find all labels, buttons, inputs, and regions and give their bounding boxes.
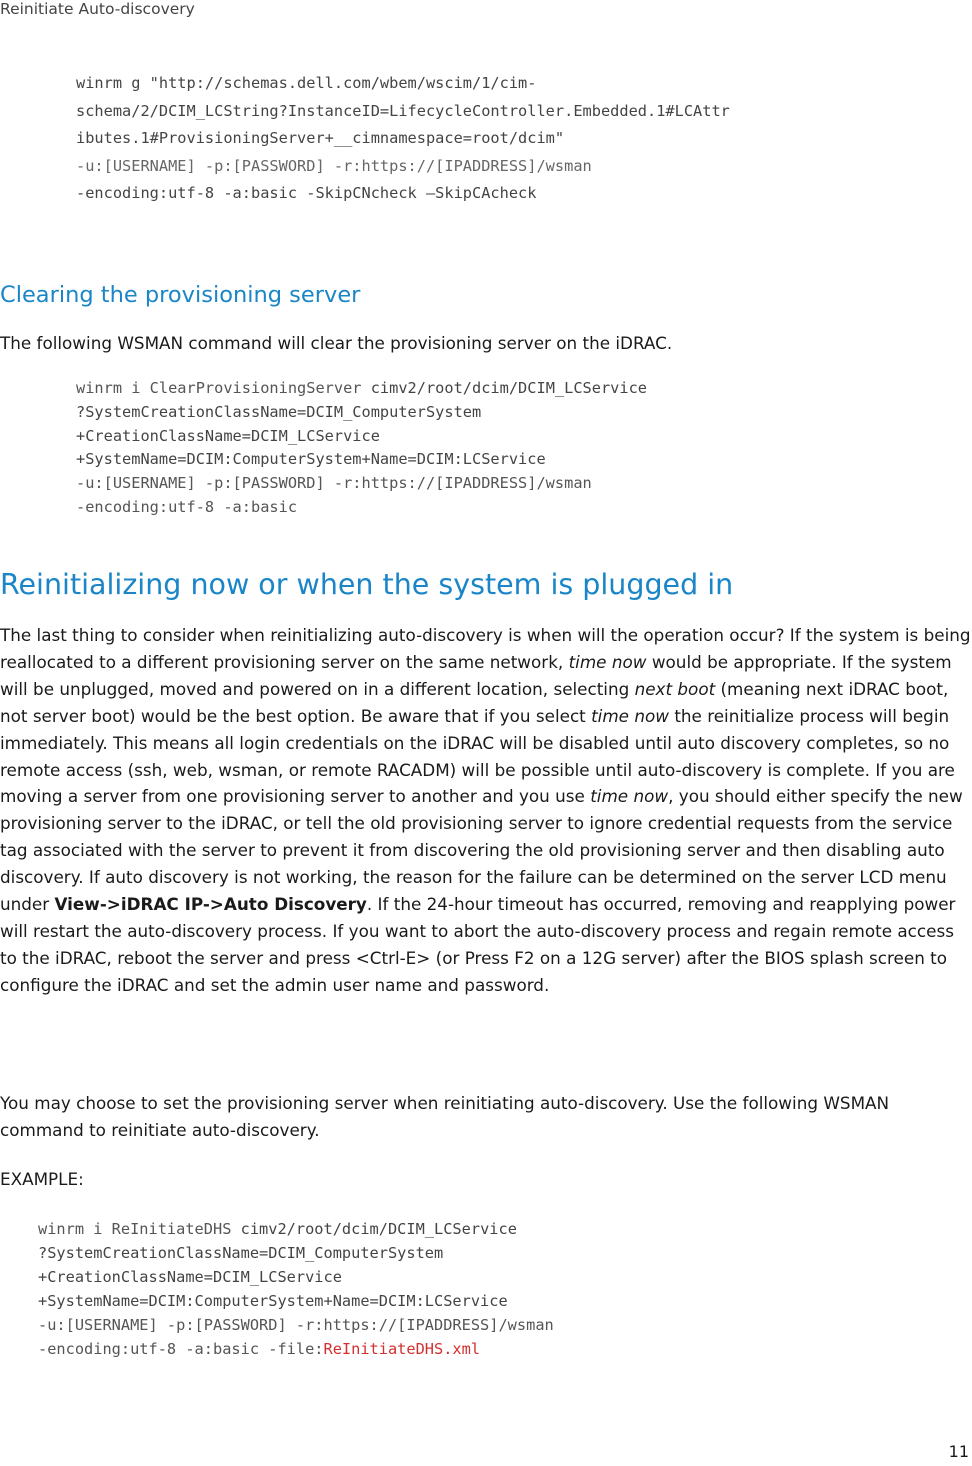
code-line: schema/2/DCIM_LCString?InstanceID=LifecycleController.Embedded.1#LCAttr [76,101,730,120]
code-block-reinitiate-dhs [38,1217,554,1361]
code-line: +CreationClassName=DCIM_LCService [76,426,380,445]
text-run: the reinitialize process will begin immediately. This means all login credentials on the iDRAC will be disabled until auto discovery completes, so no remote access (ssh, web, wsman, or remote RACADM) will be possible until auto-discovery is complete. If you are moving a server from one provisioning server to another and you use [0,705,955,807]
emphasis-time-now: time now [568,651,647,672]
code-line: -u:[USERNAME] -p:[PASSWORD] -r:https://[IPADDRESS]/wsman [76,474,592,493]
section-heading-reinitializing: Reinitializing now or when the system is plugged in [0,568,734,601]
body-paragraph: You may choose to set the provisioning server when reinitiating auto-discovery. Use the following WSMAN command to reinitiate auto-discovery. [0,1093,890,1140]
text-run: The last thing to consider when reinitializing auto-discovery is when will the operation occur? If the system is being reallocated to a different provisioning server on the same network, [0,625,971,672]
page-number: 11 [948,1442,969,1461]
text-run: would be appropriate. If the system will be unplugged, moved and powered on in a different location, selecting [0,651,952,699]
emphasis-time-now: time now [591,705,669,726]
code-line: ?SystemCreationClassName=DCIM_ComputerSystem [76,402,482,421]
body-paragraph [0,622,972,999]
example-label: EXAMPLE: [0,1169,84,1189]
code-line: winrm g "http://schemas.dell.com/wbem/wscim/1/cim- [76,74,537,92]
code-line: ?SystemCreationClassName=DCIM_ComputerSystem [38,1244,444,1262]
code-line: cimv2/root/dcim/DCIM_LCService [361,379,647,397]
page-header-title: Reinitiate Auto-discovery [0,0,195,18]
text-run: . If the 24-hour timeout has occurred, removing and reapplying power will restart the auto-discovery process. If you want to abort the auto-discovery process and regain remote access to the iDRAC, reboot the server and press <Ctrl-E> (or Press F2 on a 12G server) after the BIOS splash screen to configure the iDRAC and set the admin user name and password. [0,894,956,995]
code-line: ibutes.1#ProvisioningServer+__cimnamespace=root/dcim" [76,129,565,148]
code-line: cimv2/root/dcim/DCIM_LCService [231,1220,517,1238]
code-filename: ReInitiateDHS.xml [323,1340,481,1358]
code-line: +SystemName=DCIM:ComputerSystem+Name=DCIM:LCService [38,1292,508,1310]
code-command: winrm i ClearProvisioningServer [76,379,362,397]
code-line: -u:[USERNAME] -p:[PASSWORD] -r:https://[IPADDRESS]/wsman [76,156,592,175]
code-line: -u:[USERNAME] -p:[PASSWORD] -r:https://[IPADDRESS]/wsman [38,1316,554,1334]
code-command: winrm i ReInitiateDHS [38,1220,232,1238]
emphasis-next-boot: next boot [634,678,716,699]
section-heading-clearing: Clearing the provisioning server [0,282,361,308]
code-line: +CreationClassName=DCIM_LCService [38,1268,342,1286]
text-run: (meaning next iDRAC boot, not server boot) would be the best option. Be aware that if you select [0,678,949,726]
emphasis-time-now: time now [590,786,669,807]
code-line: +SystemName=DCIM:ComputerSystem+Name=DCIM:LCService [76,450,546,469]
bold-menu-path: View->iDRAC IP->Auto Discovery [54,894,367,915]
code-block-clear-provisioning-server [76,377,647,520]
code-block-get-provisioning-server [76,70,730,208]
section-intro: The following WSMAN command will clear the provisioning server on the iDRAC. [0,333,673,353]
code-line: -encoding:utf-8 -a:basic -file: [38,1340,324,1358]
text-run: , you should either specify the new provisioning server to the iDRAC, or tell the old provisioning server to ignore credential requests from the service tag associated with the server to prevent it from discovering the old provisioning server and then disabling auto discovery. If auto discovery is not working, the reason for the failure can be determined on the server LCD menu under [0,786,963,915]
code-line: -encoding:utf-8 -a:basic [76,497,298,516]
code-line: -encoding:utf-8 -a:basic -SkipCNcheck –SkipCAcheck [76,184,537,203]
